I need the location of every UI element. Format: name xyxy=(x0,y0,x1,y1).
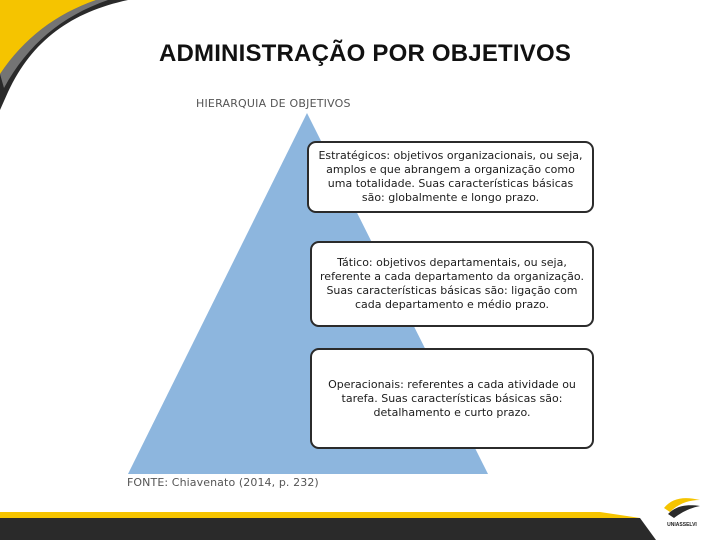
level-strategic-box xyxy=(307,141,594,213)
level-operational-box xyxy=(310,348,594,449)
level-strategic-text: Estratégicos: objetivos organizacionais, ou seja, amplos e que abrangem a organização como uma totalidade. Suas características básicas são: globalmente e longo prazo. xyxy=(318,149,583,204)
level-tactical-text: Tático: objetivos departamentais, ou seja, referente a cada departamento da organização. Suas características básicas são: ligação com cada departamento e médio prazo. xyxy=(320,256,584,311)
footer-bar xyxy=(0,512,720,540)
level-operational-text: Operacionais: referentes a cada atividade ou tarefa. Suas características básicas são: detalhamento e curto prazo. xyxy=(328,377,576,419)
brand-logo xyxy=(660,494,704,530)
brand-logo-icon xyxy=(660,494,704,522)
slide-title: ADMINISTRAÇÃO POR OBJETIVOS xyxy=(158,40,572,67)
level-tactical-box xyxy=(310,241,594,327)
source-citation: FONTE: Chiavenato (2014, p. 232) xyxy=(127,476,319,489)
diagram-title: HIERARQUIA DE OBJETIVOS xyxy=(196,97,351,110)
brand-logo-text: UNIASSELVI xyxy=(667,522,697,528)
